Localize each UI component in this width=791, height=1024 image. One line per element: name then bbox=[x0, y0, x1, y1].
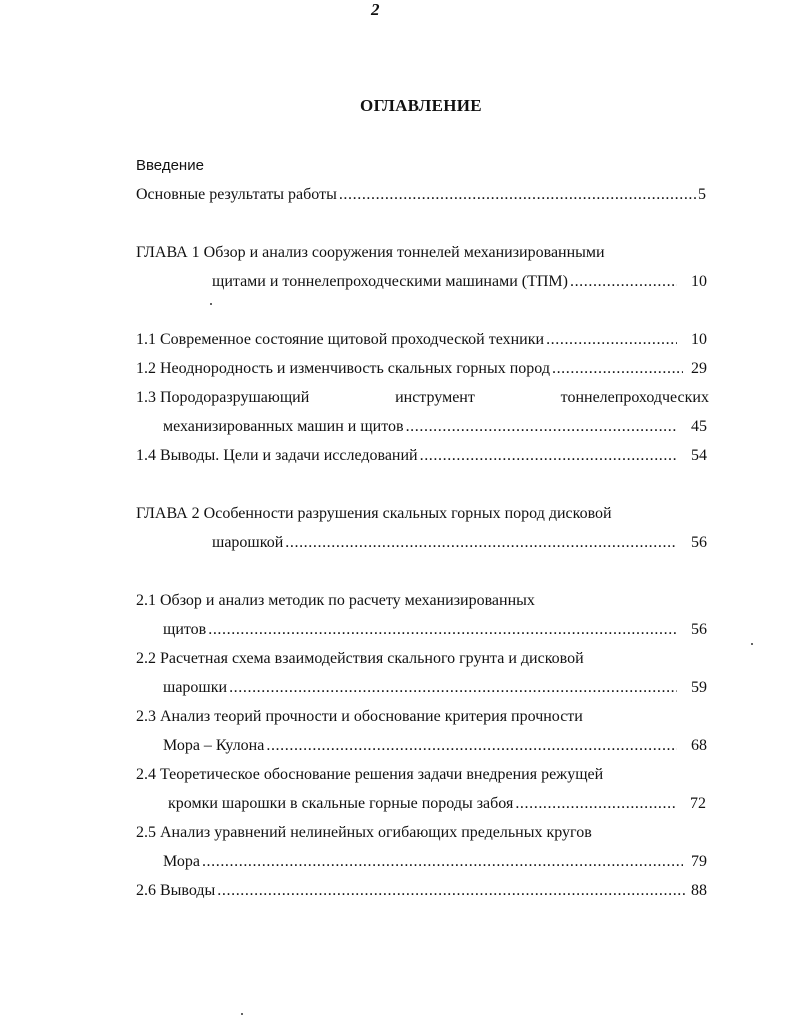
chapter1-heading-line1: ГЛАВА 1 Обзор и анализ сооружения тоннелей механизированными bbox=[136, 244, 605, 261]
toc-entry-text: щитов bbox=[163, 621, 207, 638]
leader-dots bbox=[420, 446, 677, 466]
leader-dots bbox=[570, 272, 677, 292]
toc-entry-2-5-line1: 2.5 Анализ уравнений нелинейных огибающих предельных кругов bbox=[136, 824, 592, 841]
leader-dots bbox=[406, 417, 677, 437]
toc-entry-1-3[interactable] bbox=[163, 417, 707, 437]
toc-entry-1-2[interactable] bbox=[136, 359, 707, 379]
toc-entry-text: щитами и тоннелепроходческими машинами (ТПМ) bbox=[212, 273, 568, 290]
toc-entry-text: шарошкой bbox=[212, 534, 284, 551]
toc-word: 1.3 Породоразрушающий bbox=[136, 389, 310, 406]
toc-entry-2-2[interactable] bbox=[163, 678, 707, 698]
chapter2-heading-line1: ГЛАВА 2 Особенности разрушения скальных горных пород дисковой bbox=[136, 505, 612, 522]
toc-entry-page: 10 bbox=[691, 273, 707, 290]
leader-dots bbox=[266, 736, 677, 756]
toc-entry-results[interactable] bbox=[136, 185, 706, 205]
leader-dots bbox=[515, 794, 676, 814]
toc-entry-page: 56 bbox=[691, 534, 707, 551]
toc-entry-text: 1.2 Неоднородность и изменчивость скальных горных пород bbox=[136, 360, 550, 377]
toc-entry-text: 1.4 Выводы. Цели и задачи исследований bbox=[136, 447, 418, 464]
toc-entry-2-1[interactable] bbox=[163, 620, 707, 640]
toc-word: тоннелепроходческих bbox=[560, 389, 709, 406]
toc-entry-2-4-line1: 2.4 Теоретическое обоснование решения задачи внедрения режущей bbox=[136, 766, 604, 783]
leader-dots bbox=[229, 678, 677, 698]
toc-entry-page: 59 bbox=[691, 679, 707, 696]
toc-entry-page: 45 bbox=[691, 418, 707, 435]
leader-dots bbox=[285, 533, 677, 553]
page-number: 2 bbox=[371, 0, 380, 19]
scan-speck bbox=[241, 1013, 243, 1015]
toc-entry-2-1-line1: 2.1 Обзор и анализ методик по расчету механизированных bbox=[136, 592, 535, 609]
toc-entry-page: 29 bbox=[691, 360, 707, 377]
toc-entry-page: 72 bbox=[690, 795, 706, 812]
toc-entry-text: кромки шарошки в скальные горные породы забоя bbox=[168, 795, 514, 812]
toc-word: инструмент bbox=[395, 389, 475, 406]
toc-entry-1-4[interactable] bbox=[136, 446, 707, 466]
leader-dots bbox=[202, 852, 683, 872]
page-title: ОГЛАВЛЕНИЕ bbox=[360, 96, 482, 115]
toc-entry-page: 68 bbox=[691, 737, 707, 754]
toc-entry-chapter1[interactable] bbox=[212, 272, 707, 292]
toc-entry-2-6[interactable] bbox=[136, 881, 707, 901]
intro-label: Введение bbox=[136, 157, 204, 174]
leader-dots bbox=[339, 185, 696, 205]
toc-entry-1-1[interactable] bbox=[136, 330, 707, 350]
toc-entry-chapter2[interactable] bbox=[212, 533, 707, 553]
toc-entry-1-3-line1[interactable] bbox=[136, 388, 709, 408]
scan-speck bbox=[210, 303, 212, 305]
leader-dots bbox=[552, 359, 683, 379]
toc-entry-page: 5 bbox=[698, 186, 706, 203]
toc-entry-page: 88 bbox=[691, 882, 707, 899]
toc-entry-2-3[interactable] bbox=[163, 736, 707, 756]
toc-entry-text: Основные результаты работы bbox=[136, 186, 337, 203]
toc-entry-page: 79 bbox=[691, 853, 707, 870]
toc-entry-text: 1.1 Современное состояние щитовой проходческой техники bbox=[136, 331, 545, 348]
toc-entry-page: 56 bbox=[691, 621, 707, 638]
toc-entry-2-5[interactable] bbox=[163, 852, 707, 872]
leader-dots bbox=[208, 620, 677, 640]
toc-entry-2-2-line1: 2.2 Расчетная схема взаимодействия скального грунта и дисковой bbox=[136, 650, 584, 667]
leader-dots bbox=[217, 881, 687, 901]
leader-dots bbox=[546, 330, 677, 350]
scan-speck bbox=[751, 643, 753, 645]
toc-entry-text: шарошки bbox=[163, 679, 228, 696]
toc-entry-text: 2.6 Выводы bbox=[136, 882, 216, 899]
toc-entry-text: механизированных машин и щитов bbox=[163, 418, 404, 435]
toc-entry-text: Мора bbox=[163, 853, 200, 870]
toc-entry-2-4[interactable] bbox=[168, 794, 706, 814]
toc-entry-page: 54 bbox=[691, 447, 707, 464]
toc-entry-text: Мора – Кулона bbox=[163, 737, 265, 754]
toc-entry-2-3-line1: 2.3 Анализ теорий прочности и обоснование критерия прочности bbox=[136, 708, 583, 725]
toc-entry-page: 10 bbox=[691, 331, 707, 348]
